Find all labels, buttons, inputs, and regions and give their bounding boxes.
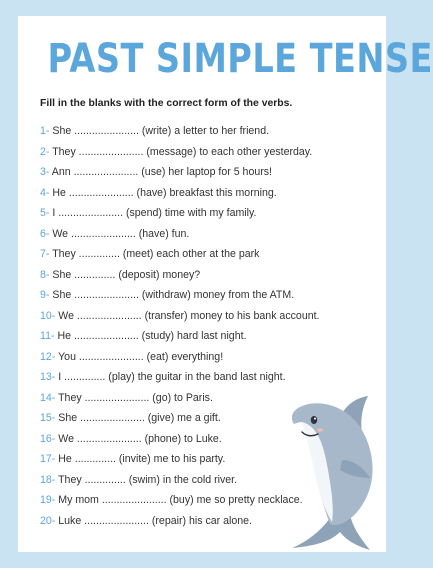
item-number: 1- [40, 125, 50, 137]
item-text: He ...................... (study) hard last night. [57, 330, 247, 342]
item-text: I ...................... (spend) time with my family. [52, 207, 257, 219]
exercise-item [40, 183, 380, 204]
item-text: She ...................... (give) me a gift. [58, 412, 221, 424]
item-number: 19- [40, 494, 56, 506]
exercise-item [40, 265, 380, 286]
item-text: You ...................... (eat) everything! [58, 350, 224, 363]
exercise-item [40, 367, 380, 388]
item-number: 3- [40, 166, 50, 178]
shark-icon [280, 386, 384, 552]
item-number: 8- [40, 268, 50, 281]
exercise-item [40, 244, 380, 265]
exercise-item [40, 142, 380, 163]
exercise-item [40, 224, 380, 245]
exercise-item [40, 285, 380, 306]
page-title: PAST SIMPLE TENSE [47, 36, 433, 82]
item-number: 4- [40, 186, 50, 199]
item-text: My mom ...................... (buy) me so pretty necklace. [58, 494, 303, 506]
item-text: He .............. (invite) me to his party. [58, 453, 226, 465]
item-text: She .............. (deposit) money? [52, 268, 201, 281]
item-text: Luke ...................... (repair) his car alone. [58, 514, 252, 527]
item-text: They .............. (swim) in the cold river. [58, 473, 238, 486]
item-number: 9- [40, 289, 50, 301]
exercise-item [40, 347, 380, 368]
exercise-item [40, 306, 380, 327]
item-number: 13- [40, 371, 56, 383]
item-number: 7- [40, 248, 50, 260]
item-text: We ...................... (phone) to Luke. [58, 432, 222, 445]
item-text: They ...................... (go) to Paris. [58, 391, 213, 404]
item-number: 16- [40, 432, 56, 445]
item-text: She ...................... (write) a letter to her friend. [52, 125, 270, 137]
item-text: Ann ...................... (use) her laptop for 5 hours! [51, 166, 272, 178]
item-number: 12- [40, 350, 56, 363]
item-number: 20- [40, 514, 56, 527]
item-text: We ...................... (have) fun. [52, 227, 190, 240]
item-number: 6- [40, 227, 50, 240]
item-number: 18- [40, 473, 56, 486]
item-text: They .............. (meet) each other at the park [52, 248, 260, 260]
exercise-item [40, 162, 380, 183]
exercise-item [40, 326, 380, 347]
exercise-item [40, 203, 380, 224]
item-number: 11- [40, 330, 55, 342]
item-text: She ...................... (withdraw) money from the ATM. [52, 289, 295, 301]
item-number: 15- [40, 412, 56, 424]
worksheet-page [18, 16, 433, 552]
item-number: 17- [40, 453, 56, 465]
item-number: 14- [40, 391, 56, 404]
item-number: 2- [40, 145, 50, 158]
exercise-item [40, 121, 380, 142]
instruction-text: Fill in the blanks with the correct form of the verbs. [40, 98, 293, 109]
item-text: I .............. (play) the guitar in the band last night. [58, 371, 286, 383]
item-text: They ...................... (message) to each other yesterday. [52, 145, 313, 158]
item-text: He ...................... (have) breakfast this morning. [52, 186, 277, 199]
item-number: 10- [40, 309, 56, 322]
item-text: We ...................... (transfer) money to his bank account. [58, 309, 320, 322]
item-number: 5- [40, 207, 50, 219]
